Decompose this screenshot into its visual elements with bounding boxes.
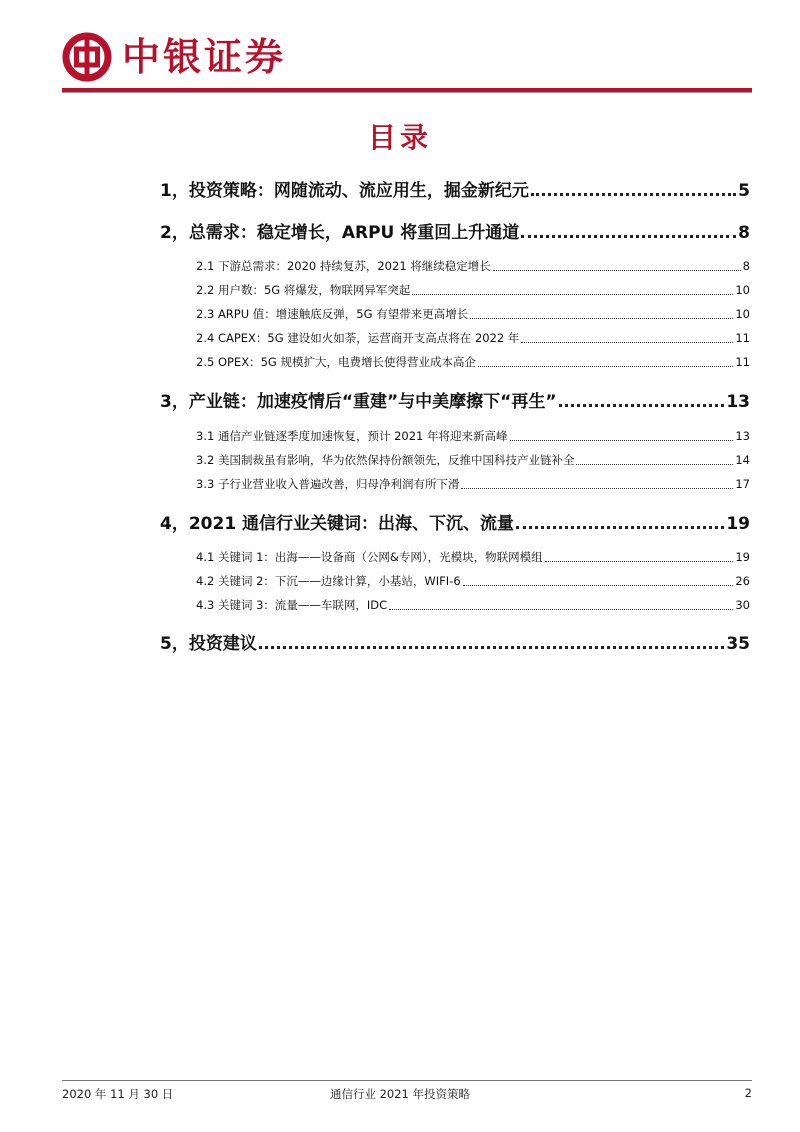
toc-chapter-entry[interactable] (160, 387, 750, 412)
header-rule-thin (62, 92, 752, 93)
toc-leader-dots (521, 342, 733, 343)
toc-chapter-entry[interactable] (160, 509, 750, 534)
toc-entry-page: 8 (738, 223, 750, 243)
toc-entry-page: 5 (738, 181, 750, 201)
toc-leader-dots (510, 440, 734, 441)
toc-entry-page: 10 (735, 307, 750, 321)
toc-leader-dots (259, 646, 724, 649)
page-header (62, 28, 752, 88)
toc-entry-page: 13 (726, 392, 750, 412)
toc-section-entry[interactable] (196, 452, 750, 468)
toc-section-entry[interactable] (196, 258, 750, 274)
toc-entry-label: 3.2 美国制裁虽有影响，华为依然保持份额领先，反推中国科技产业链补全 (196, 453, 575, 467)
footer-rule (62, 1080, 752, 1081)
toc-leader-dots (521, 235, 736, 238)
toc-section-entry[interactable] (196, 354, 750, 370)
toc-leader-dots (559, 404, 725, 407)
toc-entry-label: 2.5 OPEX：5G 规模扩大，电费增长使得营业成本高企 (196, 355, 476, 369)
toc-leader-dots (531, 193, 736, 196)
toc-section-entry[interactable] (196, 549, 750, 565)
toc-entry-label: 2.3 ARPU 值：增速触底反弹，5G 有望带来更高增长 (196, 307, 469, 321)
toc-section-entry[interactable] (196, 330, 750, 346)
toc-leader-dots (412, 294, 733, 295)
toc-entry-label: 5，投资建议 (160, 634, 257, 654)
footer-page-number: 2 (744, 1086, 752, 1100)
toc-section-entry[interactable] (196, 428, 750, 444)
toc-entry-label: 4.3 关键词 3：流量——车联网，IDC (196, 598, 388, 612)
toc-entry-label: 4.2 关键词 2：下沉——边缘计算，小基站，WIFI-6 (196, 574, 461, 588)
toc-entry-page: 35 (726, 634, 750, 654)
toc-entry-page: 11 (735, 331, 750, 345)
toc-entry-label: 2.1 下游总需求：2020 持续复苏，2021 将继续稳定增长 (196, 259, 491, 273)
brand-name: 中银证券 (122, 34, 287, 79)
toc-chapter-entry[interactable] (160, 176, 750, 201)
toc-leader-dots (389, 609, 733, 610)
toc-entry-label: 2，总需求：稳定增长，ARPU 将重回上升通道 (160, 223, 520, 243)
toc-chapter-entry[interactable] (160, 629, 750, 654)
toc-section-entry[interactable] (196, 282, 750, 298)
toc-entry-page: 30 (735, 598, 750, 612)
toc-entry-page: 26 (735, 574, 750, 588)
toc-section-entry[interactable] (196, 476, 750, 492)
toc-entry-page: 17 (735, 477, 750, 491)
toc-leader-dots (463, 585, 734, 586)
toc-leader-dots (493, 270, 741, 271)
toc-leader-dots (516, 526, 724, 529)
toc-entry-page: 14 (735, 453, 750, 467)
toc-chapter-entry[interactable] (160, 218, 750, 243)
toc-section-entry[interactable] (196, 306, 750, 322)
footer-report-title: 通信行业 2021 年投资策略 (329, 1087, 471, 1101)
toc-leader-dots (461, 488, 733, 489)
toc-leader-dots (576, 464, 733, 465)
bank-of-china-logo-icon (62, 32, 112, 82)
toc-entry-page: 10 (735, 283, 750, 297)
toc-section-entry[interactable] (196, 597, 750, 613)
toc-leader-dots (478, 366, 733, 367)
toc-entry-label: 2.2 用户数：5G 将爆发，物联网异军突起 (196, 283, 411, 297)
toc-entry-label: 2.4 CAPEX：5G 建设如火如荼，运营商开支高点将在 2022 年 (196, 331, 520, 345)
toc-entry-label: 3.3 子行业营业收入普遍改善，归母净利润有所下滑 (196, 477, 460, 491)
toc-entry-label: 3，产业链：加速疫情后“重建”与中美摩擦下“再生” (160, 392, 557, 412)
toc-entry-label: 1，投资策略：网随流动、流应用生，掘金新纪元 (160, 181, 529, 201)
toc-leader-dots (545, 561, 734, 562)
toc-entry-label: 4.1 关键词 1：出海——设备商（公网&专网），光模块，物联网模组 (196, 550, 543, 564)
toc-entry-label: 4，2021 通信行业关键词：出海、下沉、流量 (160, 514, 515, 534)
toc-section-entry[interactable] (196, 573, 750, 589)
toc-title: 目录 (367, 121, 432, 154)
toc-entry-page: 8 (742, 259, 750, 273)
toc-leader-dots (470, 318, 733, 319)
toc-entry-page: 11 (735, 355, 750, 369)
toc-entry-page: 19 (726, 514, 750, 534)
toc-entry-page: 13 (735, 429, 750, 443)
footer-date: 2020 年 11 月 30 日 (62, 1087, 174, 1101)
toc-entry-page: 19 (735, 550, 750, 564)
toc-entry-label: 3.1 通信产业链逐季度加速恢复，预计 2021 年将迎来新高峰 (196, 429, 508, 443)
